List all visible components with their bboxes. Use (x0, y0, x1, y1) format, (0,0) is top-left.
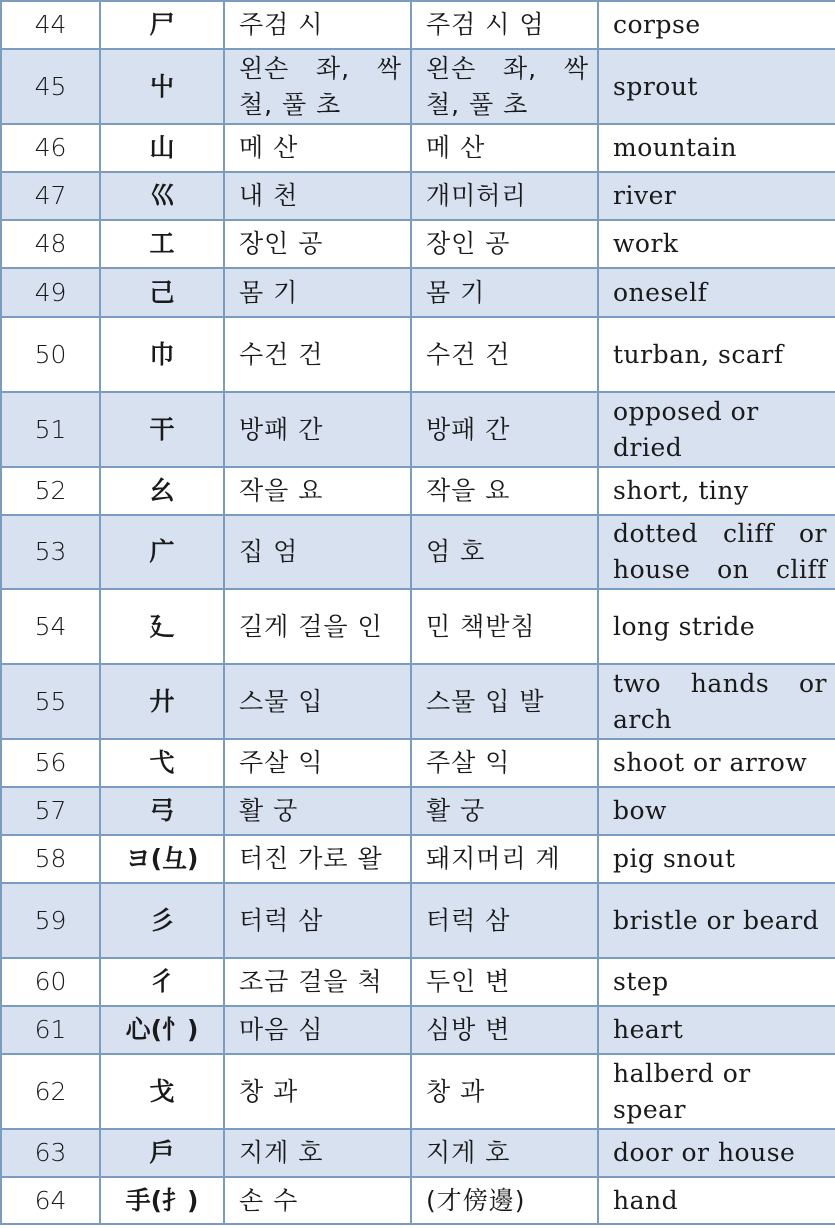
english-meaning: river (598, 172, 835, 220)
korean-meaning: 작을 요 (224, 467, 411, 515)
korean-meaning: 마음 심 (224, 1006, 411, 1054)
korean-name: 돼지머리 계 (411, 835, 598, 883)
english-meaning: long stride (598, 589, 835, 664)
english-meaning: opposed or dried (598, 392, 835, 467)
radical-number: 61 (1, 1006, 100, 1054)
english-meaning: heart (598, 1006, 835, 1054)
korean-meaning: 메 산 (224, 124, 411, 172)
english-meaning: pig snout (598, 835, 835, 883)
radical-character: 心(忄) (100, 1006, 224, 1054)
korean-meaning: 주살 익 (224, 739, 411, 787)
table-row (1, 787, 835, 835)
korean-meaning: 몸 기 (224, 268, 411, 317)
table-row (1, 958, 835, 1006)
radical-number: 57 (1, 787, 100, 835)
english-meaning: work (598, 220, 835, 268)
radical-character: ヨ(彑) (100, 835, 224, 883)
korean-name: 민 책받침 (411, 589, 598, 664)
radical-character: 廾 (100, 664, 224, 739)
radical-character: 屮 (100, 49, 224, 124)
radical-number: 46 (1, 124, 100, 172)
korean-meaning: 집 엄 (224, 515, 411, 589)
table-row (1, 467, 835, 515)
korean-meaning: 왼손 좌, 싹 철, 풀 초 (224, 49, 411, 124)
english-meaning: bristle or beard (598, 883, 835, 958)
table-row (1, 1, 835, 49)
english-meaning: hand (598, 1177, 835, 1224)
korean-name: 방패 간 (411, 392, 598, 467)
radical-number: 63 (1, 1129, 100, 1177)
korean-meaning: 활 궁 (224, 787, 411, 835)
english-meaning: turban, scarf (598, 317, 835, 392)
korean-name: 창 과 (411, 1054, 598, 1129)
korean-meaning: 조금 걸을 척 (224, 958, 411, 1006)
table-row (1, 739, 835, 787)
korean-meaning: 길게 걸을 인 (224, 589, 411, 664)
english-meaning: step (598, 958, 835, 1006)
korean-meaning: 스물 입 (224, 664, 411, 739)
radical-number: 48 (1, 220, 100, 268)
korean-meaning: 손 수 (224, 1177, 411, 1224)
korean-name: 심방 변 (411, 1006, 598, 1054)
radical-character: 己 (100, 268, 224, 317)
table-row (1, 589, 835, 664)
english-meaning: oneself (598, 268, 835, 317)
korean-name: 스물 입 발 (411, 664, 598, 739)
radical-character: 弓 (100, 787, 224, 835)
radical-character: 山 (100, 124, 224, 172)
english-meaning: shoot or arrow (598, 739, 835, 787)
korean-name: 지게 호 (411, 1129, 598, 1177)
radical-character: 戶 (100, 1129, 224, 1177)
radical-number: 47 (1, 172, 100, 220)
korean-meaning: 수건 건 (224, 317, 411, 392)
english-meaning: mountain (598, 124, 835, 172)
english-meaning: door or house (598, 1129, 835, 1177)
radical-number: 51 (1, 392, 100, 467)
korean-name: 활 궁 (411, 787, 598, 835)
korean-meaning: 터럭 삼 (224, 883, 411, 958)
radical-character: 彡 (100, 883, 224, 958)
radical-number: 53 (1, 515, 100, 589)
korean-name: 작을 요 (411, 467, 598, 515)
radical-number: 50 (1, 317, 100, 392)
korean-meaning: 주검 시 (224, 1, 411, 49)
korean-name: 수건 건 (411, 317, 598, 392)
korean-name: 두인 변 (411, 958, 598, 1006)
radical-number: 49 (1, 268, 100, 317)
table-row (1, 1054, 835, 1129)
english-meaning: bow (598, 787, 835, 835)
english-meaning: sprout (598, 49, 835, 124)
korean-name: 개미허리 (411, 172, 598, 220)
table-row (1, 1129, 835, 1177)
radical-number: 55 (1, 664, 100, 739)
radical-character: 戈 (100, 1054, 224, 1129)
table-row (1, 268, 835, 317)
table-row (1, 124, 835, 172)
radical-character: 巾 (100, 317, 224, 392)
radical-number: 56 (1, 739, 100, 787)
radical-number: 59 (1, 883, 100, 958)
radical-character: 手(扌) (100, 1177, 224, 1224)
table-row (1, 664, 835, 739)
radical-character: 尸 (100, 1, 224, 49)
radical-number: 62 (1, 1054, 100, 1129)
korean-name: 주살 익 (411, 739, 598, 787)
korean-name: 몸 기 (411, 268, 598, 317)
table-row (1, 220, 835, 268)
korean-name: 장인 공 (411, 220, 598, 268)
table-row (1, 49, 835, 124)
english-meaning: two hands or arch (598, 664, 835, 739)
table-row (1, 883, 835, 958)
korean-name: (才傍邊) (411, 1177, 598, 1224)
radical-number: 54 (1, 589, 100, 664)
table-row (1, 392, 835, 467)
korean-meaning: 지게 호 (224, 1129, 411, 1177)
korean-meaning: 내 천 (224, 172, 411, 220)
radical-character: 巛 (100, 172, 224, 220)
korean-meaning: 장인 공 (224, 220, 411, 268)
table-row (1, 1177, 835, 1224)
radical-number: 45 (1, 49, 100, 124)
table-row (1, 515, 835, 589)
radical-character: 弋 (100, 739, 224, 787)
table-row (1, 835, 835, 883)
english-meaning: corpse (598, 1, 835, 49)
table-row (1, 172, 835, 220)
radical-character: 廴 (100, 589, 224, 664)
english-meaning: short, tiny (598, 467, 835, 515)
radical-number: 58 (1, 835, 100, 883)
radical-character: 广 (100, 515, 224, 589)
korean-name: 왼손 좌, 싹 철, 풀 초 (411, 49, 598, 124)
korean-name: 터럭 삼 (411, 883, 598, 958)
korean-name: 엄 호 (411, 515, 598, 589)
radical-number: 52 (1, 467, 100, 515)
korean-meaning: 방패 간 (224, 392, 411, 467)
radical-character: 工 (100, 220, 224, 268)
radical-character: 干 (100, 392, 224, 467)
english-meaning: dotted cliff or house on cliff (598, 515, 835, 589)
radical-number: 44 (1, 1, 100, 49)
radicals-table-body (1, 1, 835, 1224)
korean-name: 메 산 (411, 124, 598, 172)
english-meaning: halberd or spear (598, 1054, 835, 1129)
korean-meaning: 터진 가로 왈 (224, 835, 411, 883)
radical-character: 幺 (100, 467, 224, 515)
radical-character: 彳 (100, 958, 224, 1006)
korean-meaning: 창 과 (224, 1054, 411, 1129)
table-row (1, 317, 835, 392)
korean-name: 주검 시 엄 (411, 1, 598, 49)
radical-number: 64 (1, 1177, 100, 1224)
radical-number: 60 (1, 958, 100, 1006)
table-row (1, 1006, 835, 1054)
